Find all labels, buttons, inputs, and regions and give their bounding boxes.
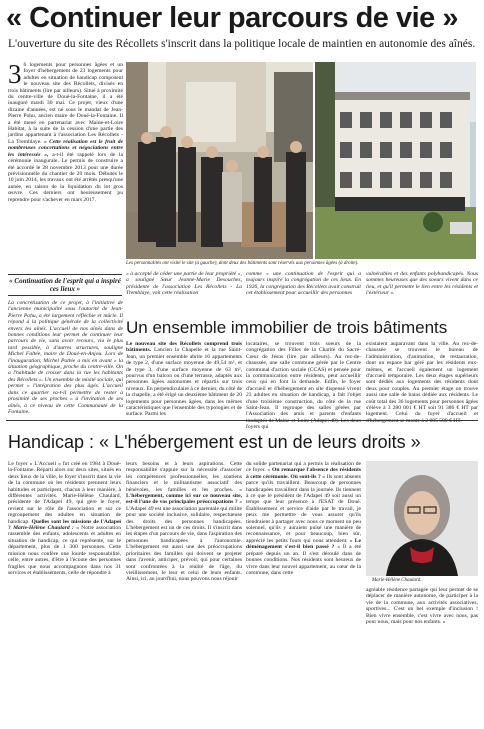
interview-answer-1-continued: leurs besoins et à leurs aspirations. Cette responsabilité s'appuie sur la nécessité d'associer les compétences professionnelles, les soutiens financiers et le militantisme associatif des bénévoles, les familles et les proches. » xyxy=(126,461,242,493)
interview-answer-2: « L'Adapei 49 est une association parentale qui milite pour une société inclusive, solidaire, respectueuse des droits des personnes handicapées. L'hébergement est un de ces droits. Il s'inscrit dans les étapes d'un parcours de vie, dans l'aspiration des personnes handicapées à l'autonomie. L'hébergement est aussi une des préoccupations prioritaires des familles qui doivent se projeter dans l'avenir, anticiper, prévoir, qui pour certaines sont confrontées à la réalité de l'âge, du vieillissement, le leur et celui de leurs enfants. Ainsi, ici, au jourd'hui, nous pouvons nous réjouir xyxy=(126,499,243,583)
interview-answer-4-continued: agréable résidence partagée qui leur permet de se déplacer de manière autonome, de participer à la vie de la commune, aux activités associatives, sportives... C'est un bel exemple d'inclusion ! Bien vivre ensemble, c'est vivre avec nous, pas pour nous, mais pour nos enfants. » xyxy=(366,587,478,626)
article-column-2-text: « à accepté de céder une partie de leur propriété », a souligné Sœur Jeanne-Marie Desouches, présidente de l'association Les Récollets - La Tremblaye, voit cette réalisation xyxy=(126,271,242,297)
interview-answer-3: « Ils sont absents parce qu'ils travaillent. Beaucoup de personnes handicapées travaillent dans la journée. Ils tiennent à ce que le président de l'Adapei 49 soit aussi un temps que leur présence à l'ESAT de Doué. Établissement et service d'aide par le travail, je peux me permettre de vous assurer qu'ils tiendraient à partager avec nous ce moment un peu solennel, qu'ils y auraient puisé une manière de reconnaissance, et pour beaucoup, bien sûr, apprécié les petits fours qui nous attendent. » xyxy=(246,473,361,544)
photo-caption: Les personnalités ont visité le site (à gauche), dont deux des bâtiments sont réservés aux personnes âgées (à droite). xyxy=(126,261,359,266)
interview-answer-1: « Notre association rassemble des enfants, adolescents et adultes en situation de handicap, ce qui représente, sur le département, plus de 1 300 personnes. Cette mission nous confère une lourde responsabilité, celle, entre autres, d'être à l'écoute des personnes fragiles que nous accompagnons dans nos 31 services et établissements, celle de répondre à xyxy=(8,525,121,576)
section-3-title: Handicap : « L'hébergement est un de leurs droits » xyxy=(8,432,421,452)
interview-column-1 xyxy=(8,461,121,723)
article-quote: « Cette réalisation est le fruit de nombreuses concertations et négociations entre les intéressés », xyxy=(8,138,123,158)
section-2-column-3 xyxy=(366,341,478,418)
article-column-1 xyxy=(8,59,123,272)
inauguration-photo xyxy=(126,62,313,259)
interview-question-1: Quelles sont les missions de l'Adapei ? xyxy=(8,518,121,532)
residence-buildings-photo-image xyxy=(315,62,476,259)
article-body-text-3: La concrétisation de ce projet, à l'initiative de l'ancienne municipalité sous l'autorité de Jean-Pierre Pohu, a été largement réfléchie et mûrie. Il répond à la politique générale de la collectivité envers les aînés. L'accueil de nos aînés dans de bonnes conditions leur permet de continuer leur parcours de vie, sans avoir recours, via le plus tard possible, à d'autres structures, souligne Michel Faltée, maire de Doué-en-Anjou. Lors de l'inauguration, Michel Pattée a mis en avant « la situation géographique, proche du centre-ville. On a l'habitude de croiser dans la rue les habitants des Récollets ». Un ensemble de mixité sociale, qui permet « l'intégration des plus âgés. L'accueil dans ce quartier va-t-il permettre de rester à proximité de ses proches » à l'invitation de ses aînés, à ce niveau de cette Communauté de la Fontaine. xyxy=(8,300,123,415)
interview-column-4 xyxy=(366,587,478,723)
interview-answer-4: « Il a été préparé depuis un an. Il s'est déroulé dans de bonnes conditions. Nos résidents sont heureux de vivre dans leur nouvel appartement, au cœur de la commune, dans cette xyxy=(246,544,361,576)
interviewee-name: Marie-Hélène Chaulard : xyxy=(13,525,74,532)
page-headline: « Continuer leur parcours de vie » xyxy=(6,2,458,34)
section-2-column-2-text: locataires, se trouvent trois soeurs de la congrégation des Filles de la Charité du Sacré-Cœur de Jésus (lire par ailleurs). Au rez-de-chaussée, une salle commune gérée par le Centre communal d'action sociale (CCAS) et pensée pour la communication entre résidents, peut accueillir ceux qui en font la demande. Enfin, le foyer d'accueil et d'hébergement en site dispensé vivent 23 adultes en situation de handicap, a fait l'objet d'une troisième construction, du côté de la rue Saint-Jean. Il regroupe des salles gérées par l'Association des amis et parents d'enfants foyers qui xyxy=(246,341,361,431)
article-body-text-2: a-t-il été rappelé lors de la cérémonie inaugurale. Le permis de construire a été accordé le 28 novembre 2013 pour une durée prévisionnelle du chantier de 20 mois. Débutés le 10 juin 2014, les travaux ont été arrêtés presqu'une année, en raison de la liquidation du lot gros œuvre. Ces derniers ont heureusement pu reprendre pour s'achever en mars 2017. xyxy=(8,151,123,203)
section-2-column-1 xyxy=(126,341,242,418)
inauguration-photo-image xyxy=(126,62,313,259)
article-column-3-text: comme « une continuation de l'esprit qui a toujours inspiré la congrégation de ces lieux. En 1926, la congrégation des Récollets avait construit cet établissement pour accueillir des personnes xyxy=(246,271,361,297)
article-column-1-continued xyxy=(8,300,123,415)
portrait-caption: Marie-Hélène Chaulard. xyxy=(372,578,422,583)
article-column-4 xyxy=(366,271,478,307)
interview-question-3: On remarque l'absence des résidents à cette cérémonie. Où sont-ils ? xyxy=(246,467,362,480)
interview-column-3 xyxy=(246,461,361,723)
section-2-title: Un ensemble immobilier de trois bâtiments xyxy=(126,318,448,337)
portrait-photo xyxy=(366,461,478,576)
drop-cap: 3 xyxy=(8,59,22,89)
article-column-3 xyxy=(246,271,361,307)
article-column-4-text: vulnérables et des enfants polyhandicapés. Nous sommes heureuses que des soeurs vivent dans ce lieu, et qu'il permette le lien entre les résidents et l'extérieur ». xyxy=(366,271,478,297)
article-body-text: 6 logements pour personnes âgées et un foyer d'hébergement de 23 logements pour adultes en situation de handicap composent le nouveau site des Récollets, divisés en trois bâtiments (lire par ailleurs). Situé à proximité du centre-ville de Doué-la-Fontaine, il a été inauguré mardi 30 mai. Ce projet, vieux d'une dizaine d'années, est né sous le mandat de Jean-Pierre Pohu, ancien maire de Doué-la-Fontaine. Il a été mené en partenariat avec Maine-et-Loire Habitat, à la suite de la cession d'une partie des jardins appartenant à l'association Les Récollets - La Tremblaye. xyxy=(8,62,123,145)
interview-column-2 xyxy=(126,461,242,723)
pull-quote: « Continuation de l'esprit qui a inspiré ces lieux » xyxy=(8,274,122,296)
section-2-lead: Le nouveau site des Récollets comprend trois bâtiments. xyxy=(126,341,242,354)
interview-answer-2-continued: du solide partenariat qui a permis la réalisation de ce foyer. » xyxy=(246,461,361,474)
residence-buildings-photo xyxy=(315,62,476,259)
section-2-column-3-text: existaient auparavant dans la ville. Au rez-de-chaussée se trouvent le bureau de l'administration, d'animation, de restauration, dont un espace bar géré par les résidents eux-mêmes, et l'accueil également un logement d'accueil temporaire. Les deux étages supérieurs sont dédiés aux logements des résidents dont deux pour couples. Au premier étage on trouve aussi une salle de bains dédiée aux résidents. Le coût total des 36 logements pour personnes âgées s'élève à 3 280 001 € HT soit 91 386 € HT par logement. Celui du foyer d'accueil et xyxy=(366,341,478,418)
section-2-column-2 xyxy=(246,341,361,431)
section-2-column-1-text: Lancien la Chapelle et la rue Saint-Jean, un premier ensemble abrite 16 appartements de type 2, d'une surface moyenne de 49,54 m², et de type 3, d'une surface moyenne de 63 m², pourvus d'un balcon ou d'une terrasse, adaptés aux personnes âgées autonomes et répartis sur trois niveaux. En perpendiculaire à ce dernier, du côté de la chapelle, a été érigé un deuxième bâtiment de 20 logements pour personnes âgées, dans les mêmes caractéristiques que l'ensemble des typologies et de surface. Parmi les xyxy=(126,347,242,418)
interview-intro-text: Le foyer « L'Accueil » fut créé en 1984 à Doué-la-Fontaine. Réparti alors sur deux sites, situés en deux lieux de la ville, le foyer s'inscrit dans la vie de la commune où les résidents prennent leurs habitudes et participent, chacun à leur manière, à différentes activités. Marie-Hélène Chaulard, présidente de l'Adapei 49, qui gère le foyer, revient sur le rôle de l'association et sur ce regroupement des adultes en situation de handicap. xyxy=(8,461,121,525)
interview-question-2: L'hébergement, comme ici sur ce nouveau site, est-il l'une de vos principales préoccupations ? xyxy=(126,493,242,506)
page-subheadline: L'ouverture du site des Récollets s'inscrit dans la politique locale de maintien en autonomie des aînés. xyxy=(8,38,476,50)
portrait-photo-image xyxy=(366,461,478,576)
interview-question-4: Le déménagement s'est-il bien passé ? xyxy=(246,537,361,551)
section-divider xyxy=(6,420,478,421)
article-column-2 xyxy=(126,271,242,307)
